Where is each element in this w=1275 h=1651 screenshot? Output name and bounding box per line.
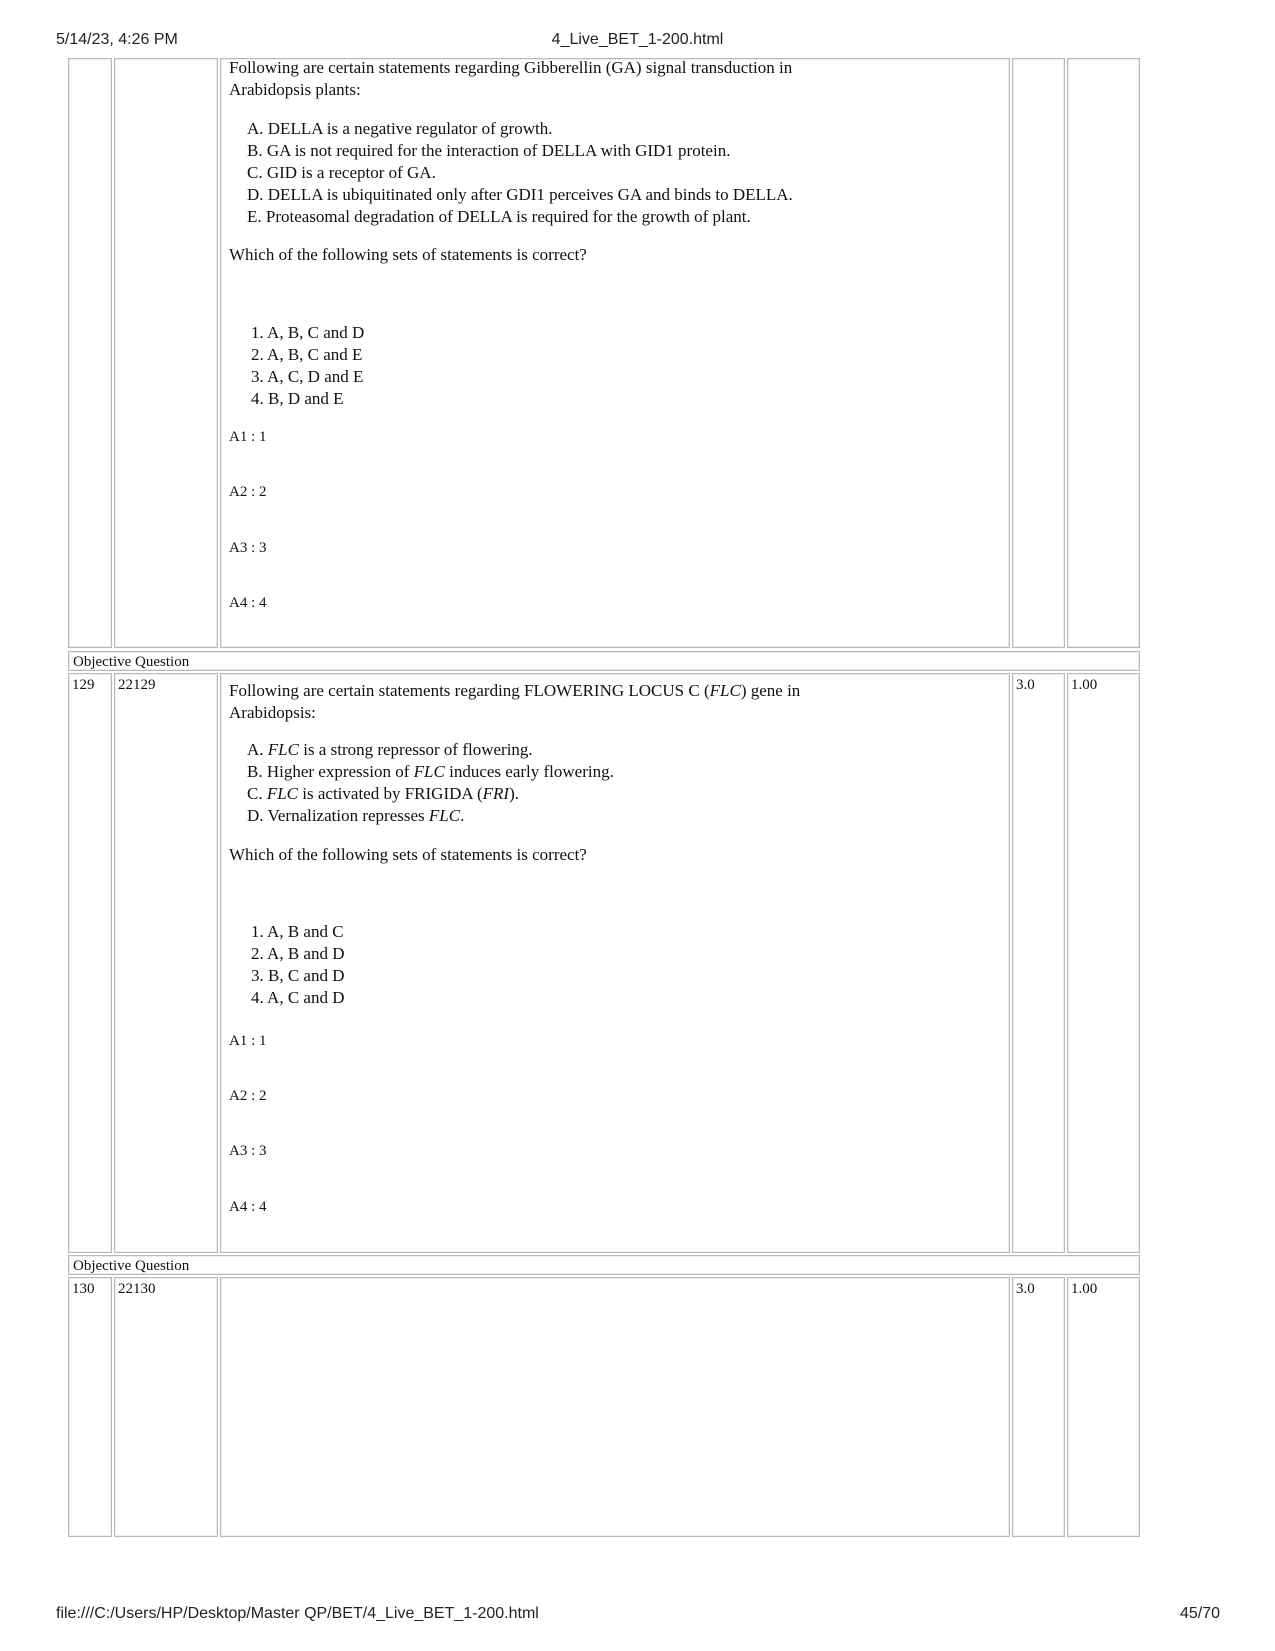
- q128-marks-cell: [1012, 58, 1065, 648]
- statement: E. Proteasomal degradation of DELLA is required for the growth of plant.: [247, 207, 751, 226]
- option: 1. A, B and C: [251, 922, 344, 941]
- document-title: 4_Live_BET_1-200.html: [551, 31, 724, 48]
- print-date: 5/14/23, 4:26 PM: [56, 31, 178, 48]
- q128-negative-cell: [1067, 58, 1140, 648]
- q129-type-row: [68, 651, 1140, 671]
- question-number: 130: [72, 1281, 95, 1297]
- option: 4. B, D and E: [251, 389, 344, 408]
- q129-answer-2: A2 : 2: [229, 1088, 267, 1104]
- q129-negative-cell: [1067, 673, 1140, 1253]
- option: 3. A, C, D and E: [251, 367, 364, 386]
- question-number: 129: [72, 677, 95, 693]
- q129-marks-cell: [1012, 673, 1065, 1253]
- statement: B. GA is not required for the interaction of DELLA with GID1 protein.: [247, 141, 731, 160]
- q129-stem: Following are certain statements regarding FLOWERING LOCUS C (FLC) gene in Arabidopsis:: [229, 681, 801, 722]
- q129-answer-3: A3 : 3: [229, 1143, 267, 1159]
- q128-answer-2: A2 : 2: [229, 484, 267, 500]
- q128-answer-3: A3 : 3: [229, 540, 267, 556]
- q129-statements: [229, 739, 1001, 827]
- q130-id-cell: [114, 1277, 218, 1537]
- page-number: 45/70: [1179, 1605, 1220, 1622]
- option: 3. B, C and D: [251, 966, 345, 985]
- question-id: 22130: [118, 1281, 156, 1297]
- statement: B. Higher expression of FLC induces early flowering.: [247, 762, 614, 781]
- q128-answer-4: A4 : 4: [229, 595, 267, 611]
- q130-negative-cell: [1067, 1277, 1140, 1537]
- option: 2. A, B, C and E: [251, 345, 363, 364]
- statement: D. Vernalization represses FLC.: [247, 806, 465, 825]
- q129-answer-4: A4 : 4: [229, 1199, 267, 1215]
- negative-marks-value: 1.00: [1071, 677, 1098, 693]
- q128-number-cell: [68, 58, 112, 648]
- q129-number-cell: [68, 673, 112, 1253]
- option: 2. A, B and D: [251, 944, 345, 963]
- statement: C. FLC is activated by FRIGIDA (FRI).: [247, 784, 519, 803]
- q129-answer-1: A1 : 1: [229, 1033, 267, 1049]
- question-type-label: Objective Question: [73, 1258, 190, 1274]
- statement: A. FLC is a strong repressor of flowering.: [247, 740, 533, 759]
- statement: D. DELLA is ubiquitinated only after GDI1 perceives GA and binds to DELLA.: [247, 185, 793, 204]
- question-type-label: Objective Question: [73, 654, 190, 670]
- question-id: 22129: [118, 677, 156, 693]
- q128-statements: [229, 118, 1001, 228]
- option: 1. A, B, C and D: [251, 323, 365, 342]
- q128-options: [229, 322, 1001, 410]
- q128-body-cell: [220, 58, 1010, 648]
- marks-value: 3.0: [1016, 1281, 1035, 1297]
- q128-answer-1: A1 : 1: [229, 429, 267, 445]
- marks-value: 3.0: [1016, 677, 1035, 693]
- q130-body-cell: [220, 1277, 1010, 1537]
- q129-id-cell: [114, 673, 218, 1253]
- option: 4. A, C and D: [251, 988, 345, 1007]
- q129-question: Which of the following sets of statements is correct?: [229, 845, 587, 864]
- q130-marks-cell: [1012, 1277, 1065, 1537]
- q130-type-row: [68, 1255, 1140, 1275]
- q130-number-cell: [68, 1277, 112, 1537]
- file-url: file:///C:/Users/HP/Desktop/Master QP/BET/4_Live_BET_1-200.html: [56, 1605, 539, 1622]
- statement: A. DELLA is a negative regulator of growth.: [247, 119, 553, 138]
- q128-id-cell: [114, 58, 218, 648]
- q129-body-cell: [220, 673, 1010, 1253]
- statement: C. GID is a receptor of GA.: [247, 163, 436, 182]
- q128-stem: Following are certain statements regarding Gibberellin (GA) signal transduction in Arabidopsis plants:: [229, 58, 793, 99]
- q128-question: Which of the following sets of statements is correct?: [229, 245, 587, 264]
- negative-marks-value: 1.00: [1071, 1281, 1098, 1297]
- q129-options: [229, 921, 1001, 1009]
